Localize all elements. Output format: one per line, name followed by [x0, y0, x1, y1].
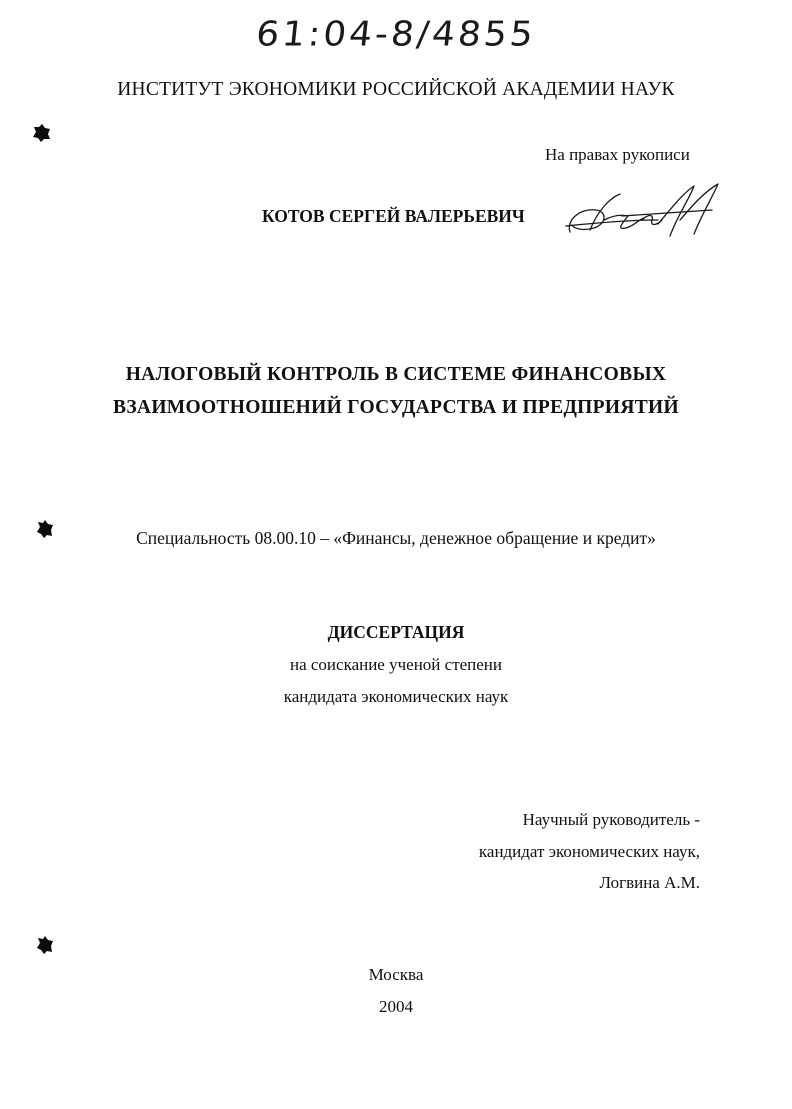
author-name: КОТОВ СЕРГЕЙ ВАЛЕРЬЕВИЧ	[262, 206, 525, 226]
dissertation-title-line-1: НАЛОГОВЫЙ КОНТРОЛЬ В СИСТЕМЕ ФИНАНСОВЫХ	[125, 364, 667, 385]
year: 2004	[379, 997, 413, 1016]
author-signature	[562, 180, 732, 250]
work-type-heading: ДИССЕРТАЦИЯ	[327, 622, 465, 642]
degree-line-2: кандидата экономических наук	[283, 687, 509, 706]
punch-hole-bottom	[36, 935, 54, 955]
advisor-name: Логвина А.М.	[599, 873, 700, 892]
manuscript-note: На правах рукописи	[545, 145, 690, 164]
archive-code-handwritten: 61:04-8/4855	[254, 15, 538, 54]
institution-name: ИНСТИТУТ ЭКОНОМИКИ РОССИЙСКОЙ АКАДЕМИИ НАУК	[117, 79, 675, 100]
punch-hole-top	[32, 123, 52, 143]
advisor-role: Научный руководитель -	[522, 810, 700, 829]
specialty-line: Специальность 08.00.10 – «Финансы, денежное обращение и кредит»	[136, 528, 656, 548]
city: Москва	[368, 965, 424, 984]
dissertation-title-line-2: ВЗАИМООТНОШЕНИЙ ГОСУДАРСТВА И ПРЕДПРИЯТИЙ	[113, 397, 679, 418]
degree-line-1: на соискание ученой степени	[289, 655, 503, 674]
advisor-degree: кандидат экономических наук,	[478, 842, 700, 861]
